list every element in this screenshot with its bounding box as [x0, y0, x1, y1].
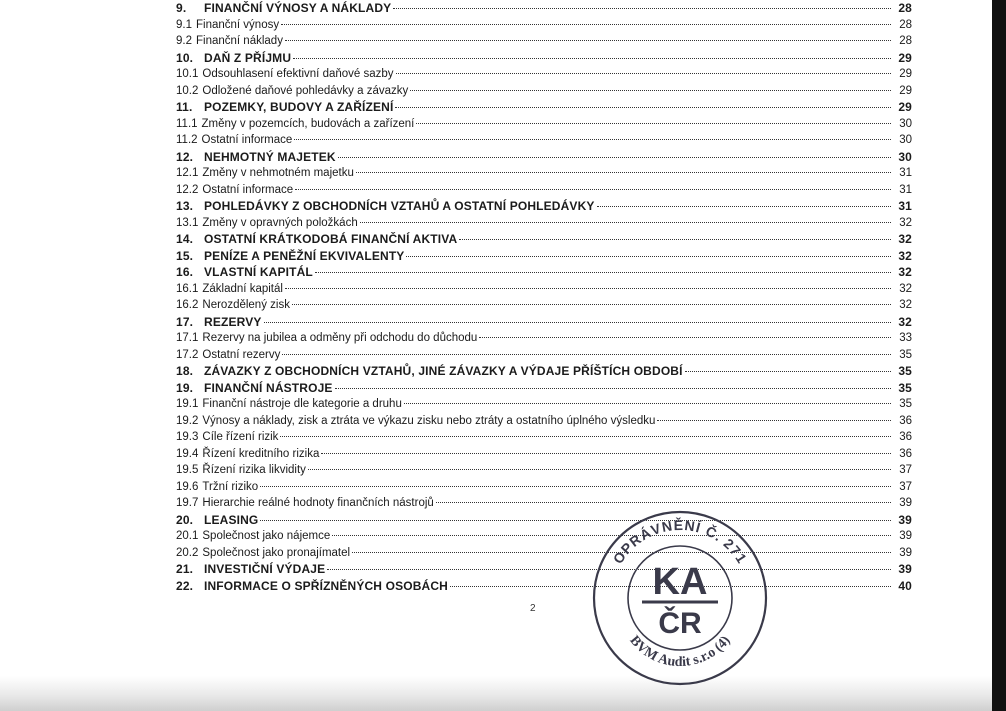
toc-page-number: 35: [898, 364, 912, 378]
toc-entry: [176, 215, 912, 232]
toc-page-number: 32: [899, 216, 912, 229]
toc-page-number: 28: [899, 18, 912, 31]
toc-label: Základní kapitál: [202, 282, 283, 295]
toc-label: Ostatní informace: [201, 134, 293, 146]
toc-number: 10.: [176, 50, 194, 65]
toc-dot-leader: [459, 239, 891, 240]
toc-entry: [176, 561, 912, 578]
toc-page-number: 39: [899, 530, 912, 542]
toc-label: Finanční nástroje dle kategorie a druhu: [202, 398, 402, 410]
toc-label: OSTATNÍ KRÁTKODOBÁ FINANČNÍ AKTIVA: [204, 232, 458, 246]
toc-label: Společnost jako pronajímatel: [202, 546, 351, 559]
table-of-contents: [176, 0, 912, 594]
toc-number: 21.: [176, 562, 194, 576]
toc-page-number: 29: [899, 84, 912, 97]
toc-number: 19.1: [176, 398, 199, 410]
toc-page-number: 39: [898, 562, 912, 576]
toc-page-number: 29: [898, 50, 912, 65]
toc-page-number: 32: [899, 299, 912, 311]
toc-dot-leader: [294, 139, 891, 140]
toc-entry: [176, 528, 912, 545]
toc-number: 20.1: [176, 530, 199, 542]
toc-entry: [176, 545, 912, 562]
toc-dot-leader: [393, 8, 891, 9]
toc-label: DAŇ Z PŘÍJMU: [204, 50, 292, 65]
toc-page-number: 28: [898, 1, 912, 15]
toc-dot-leader: [436, 502, 891, 503]
toc-page-number: 32: [898, 314, 912, 329]
toc-entry: [176, 33, 912, 50]
toc-page-number: 31: [899, 167, 912, 179]
toc-entry: [176, 495, 912, 512]
toc-entry: [176, 446, 912, 463]
toc-number: 11.1: [176, 117, 198, 130]
toc-label: POZEMKY, BUDOVY A ZAŘÍZENÍ: [204, 100, 394, 114]
stamp-top-text: OPRÁVNĚNÍ Č. 271: [609, 516, 751, 567]
toc-label: Nerozdělený zisk: [202, 299, 290, 311]
stamp-bottom-text: BVM Audit s.r.o (4): [626, 633, 734, 671]
toc-entry: [176, 314, 912, 331]
toc-number: 17.: [176, 314, 194, 329]
toc-page-number: 32: [898, 232, 912, 246]
toc-number: 11.2: [176, 134, 198, 146]
toc-dot-leader: [321, 453, 891, 454]
toc-page-number: 39: [898, 512, 912, 527]
stamp-center-top: KA: [652, 561, 708, 603]
toc-dot-leader: [260, 486, 891, 487]
toc-page-number: 32: [898, 248, 912, 263]
toc-entry: [176, 429, 912, 446]
toc-entry: [176, 347, 912, 364]
toc-dot-leader: [356, 172, 891, 173]
toc-dot-leader: [597, 206, 891, 207]
toc-label: Řízení kreditního rizika: [202, 447, 320, 460]
toc-label: Změny v pozemcích, budovách a zařízení: [201, 117, 415, 130]
toc-dot-leader: [685, 371, 891, 372]
toc-label: INVESTIČNÍ VÝDAJE: [204, 562, 326, 576]
toc-dot-leader: [264, 322, 891, 323]
toc-dot-leader: [416, 123, 891, 124]
toc-number: 20.: [176, 512, 194, 527]
toc-dot-leader: [338, 157, 891, 158]
toc-entry: [176, 99, 912, 116]
toc-page-number: 28: [899, 35, 912, 47]
toc-label: Odložené daňové pohledávky a závazky: [202, 84, 409, 97]
toc-dot-leader: [282, 354, 891, 355]
toc-dot-leader: [280, 436, 891, 437]
toc-number: 19.5: [176, 464, 199, 476]
toc-number: 20.2: [176, 546, 199, 559]
toc-number: 15.: [176, 248, 194, 263]
toc-label: Odsouhlasení efektivní daňové sazby: [202, 68, 394, 80]
toc-label: VLASTNÍ KAPITÁL: [204, 265, 313, 279]
toc-dot-leader: [396, 73, 891, 74]
toc-number: 10.1: [176, 68, 199, 80]
toc-number: 16.1: [176, 282, 199, 295]
toc-dot-leader: [295, 189, 891, 190]
toc-page-number: 37: [899, 464, 912, 476]
toc-number: 14.: [176, 232, 194, 246]
toc-number: 17.2: [176, 348, 199, 361]
toc-number: 19.7: [176, 497, 199, 509]
toc-entry: [176, 512, 912, 529]
toc-page-number: 30: [899, 117, 912, 130]
toc-label: Změny v opravných položkách: [202, 216, 358, 229]
stamp-center-bottom: ČR: [658, 607, 702, 640]
toc-dot-leader: [404, 403, 891, 404]
toc-entry: [176, 462, 912, 479]
toc-number: 19.6: [176, 480, 199, 493]
toc-entry: [176, 578, 912, 595]
toc-dot-leader: [285, 288, 891, 289]
toc-dot-leader: [285, 40, 891, 41]
toc-page-number: 35: [899, 398, 912, 410]
toc-label: REZERVY: [204, 314, 262, 329]
toc-entry: [176, 248, 912, 265]
toc-entry: [176, 413, 912, 430]
toc-label: Řízení rizika likvidity: [202, 464, 306, 476]
toc-label: Změny v nehmotném majetku: [202, 167, 354, 179]
toc-label: POHLEDÁVKY Z OBCHODNÍCH VZTAHŮ A OSTATNÍ POHLEDÁVKY: [204, 199, 595, 213]
toc-entry: [176, 66, 912, 83]
auditor-stamp: [590, 508, 770, 688]
toc-label: NEHMOTNÝ MAJETEK: [204, 149, 336, 164]
toc-label: ZÁVAZKY Z OBCHODNÍCH VZTAHŮ, JINÉ ZÁVAZKY A VÝDAJE PŘÍŠTÍCH OBDOBÍ: [204, 364, 683, 378]
toc-number: 9.: [176, 1, 187, 15]
toc-label: INFORMACE O SPŘÍZNĚNÝCH OSOBÁCH: [204, 578, 448, 593]
toc-dot-leader: [406, 256, 891, 257]
toc-page-number: 40: [898, 578, 912, 593]
toc-label: FINANČNÍ NÁSTROJE: [204, 380, 333, 395]
toc-dot-leader: [360, 222, 891, 223]
toc-number: 16.2: [176, 299, 199, 311]
toc-page-number: 39: [899, 497, 912, 509]
toc-number: 22.: [176, 578, 194, 593]
page-number: 2: [530, 603, 536, 614]
toc-label: Ostatní informace: [202, 183, 294, 196]
toc-label: Cíle řízení rizik: [202, 431, 279, 443]
toc-entry: [176, 50, 912, 67]
toc-number: 17.1: [176, 332, 199, 344]
toc-entry: [176, 380, 912, 397]
toc-dot-leader: [410, 90, 891, 91]
toc-number: 19.4: [176, 447, 199, 460]
toc-label: Hierarchie reálné hodnoty finančních nástrojů: [202, 497, 434, 509]
toc-label: Finanční náklady: [196, 35, 283, 47]
toc-dot-leader: [395, 107, 891, 108]
toc-number: 19.2: [176, 414, 199, 427]
toc-label: Finanční výnosy: [196, 18, 280, 31]
toc-page-number: 30: [898, 149, 912, 164]
toc-number: 19.3: [176, 431, 199, 443]
scan-bottom-shadow: [0, 676, 992, 711]
toc-page-number: 35: [898, 380, 912, 395]
toc-label: Výnosy a náklady, zisk a ztráta ve výkazu zisku nebo ztráty a ostatního úplného výsledku: [202, 414, 656, 427]
toc-dot-leader: [281, 24, 891, 25]
toc-number: 19.: [176, 380, 194, 395]
toc-label: PENÍZE A PENĚŽNÍ EKVIVALENTY: [204, 248, 405, 263]
toc-entry: [176, 149, 912, 166]
toc-number: 18.: [176, 364, 194, 378]
toc-number: 12.2: [176, 183, 199, 196]
toc-entry: [176, 182, 912, 199]
toc-number: 10.2: [176, 84, 199, 97]
toc-dot-leader: [292, 304, 891, 305]
toc-dot-leader: [315, 272, 891, 273]
toc-label: FINANČNÍ VÝNOSY A NÁKLADY: [204, 1, 392, 15]
toc-page-number: 36: [899, 447, 912, 460]
toc-page-number: 33: [899, 332, 912, 344]
toc-page-number: 35: [899, 348, 912, 361]
toc-dot-leader: [308, 469, 891, 470]
toc-number: 13.: [176, 199, 194, 213]
scan-page-edge: [992, 0, 1006, 711]
toc-entry: [176, 264, 912, 281]
toc-page-number: 36: [899, 414, 912, 427]
toc-label: Ostatní rezervy: [202, 348, 281, 361]
toc-page-number: 39: [899, 546, 912, 559]
toc-number: 11.: [176, 100, 193, 114]
toc-page-number: 37: [899, 480, 912, 493]
toc-page-number: 30: [899, 134, 912, 146]
toc-dot-leader: [479, 337, 891, 338]
toc-page-number: 29: [899, 68, 912, 80]
toc-number: 9.1: [176, 18, 192, 31]
toc-entry: [176, 17, 912, 34]
toc-entry: [176, 479, 912, 496]
toc-page-number: 32: [898, 265, 912, 279]
toc-dot-leader: [335, 388, 891, 389]
toc-page-number: 31: [899, 183, 912, 196]
toc-entry: [176, 116, 912, 133]
toc-label: Rezervy na jubilea a odměny při odchodu do důchodu: [202, 332, 478, 344]
toc-entry: [176, 132, 912, 149]
toc-page-number: 29: [898, 100, 912, 114]
toc-entry: [176, 83, 912, 100]
toc-page-number: 36: [899, 431, 912, 443]
toc-entry: [176, 198, 912, 215]
toc-dot-leader: [657, 420, 891, 421]
toc-page-number: 31: [898, 199, 912, 213]
toc-label: LEASING: [204, 512, 259, 527]
toc-entry: [176, 363, 912, 380]
toc-entry: [176, 297, 912, 314]
toc-entry: [176, 396, 912, 413]
toc-page-number: 32: [899, 282, 912, 295]
toc-entry: [176, 231, 912, 248]
toc-entry: [176, 330, 912, 347]
toc-entry: [176, 165, 912, 182]
toc-entry: [176, 0, 912, 17]
toc-label: Tržní riziko: [202, 480, 259, 493]
toc-dot-leader: [260, 520, 891, 521]
toc-number: 9.2: [176, 35, 192, 47]
toc-number: 12.: [176, 149, 194, 164]
toc-label: Společnost jako nájemce: [202, 530, 331, 542]
toc-number: 12.1: [176, 167, 199, 179]
toc-number: 16.: [176, 265, 194, 279]
toc-number: 13.1: [176, 216, 199, 229]
toc-dot-leader: [293, 58, 891, 59]
toc-entry: [176, 281, 912, 298]
